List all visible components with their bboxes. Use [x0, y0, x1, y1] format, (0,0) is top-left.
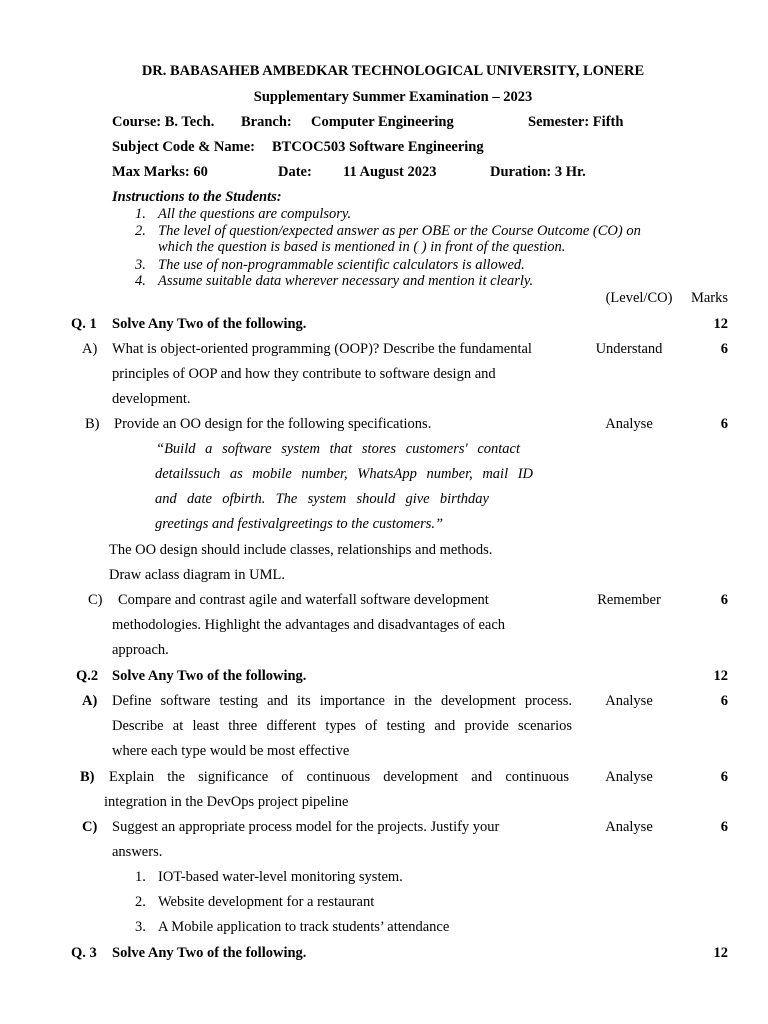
level-co: Remember [597, 592, 661, 608]
level-co: Analyse [605, 819, 653, 835]
sub-question-marks: 6 [720, 592, 728, 608]
level-co: Understand [595, 341, 663, 357]
level-co: Analyse [605, 693, 653, 709]
level-co: Analyse [605, 416, 653, 432]
sub-question-label: A) [82, 341, 98, 357]
subject-label: Subject Code & Name: [112, 139, 255, 155]
sub-question-text: Describe at least three different types of testing and provide scenarios [112, 718, 572, 734]
exam-date: 11 August 2023 [343, 164, 437, 180]
specification-quote: detailssuch as mobile number, WhatsApp number, mail ID [155, 466, 533, 482]
instructions-title: Instructions to the Students: [112, 189, 282, 205]
semester: Semester: Fifth [528, 114, 624, 130]
sub-question-marks: 6 [720, 819, 728, 835]
course: Course: B. Tech. [112, 114, 215, 130]
sub-question-text: Define software testing and its importance in the development process. [112, 693, 572, 709]
question-number: Q. 3 [71, 945, 97, 961]
sub-question-marks: 6 [720, 341, 728, 357]
date-label: Date: [278, 164, 312, 180]
sub-question-text: answers. [112, 844, 163, 860]
sub-question-text: Compare and contrast agile and waterfall software development [118, 592, 489, 608]
question-title: Solve Any Two of the following. [112, 668, 307, 684]
instruction-text: which the question is based is mentioned in ( ) in front of the question. [158, 239, 566, 255]
sub-question-text: Draw aclass diagram in UML. [109, 567, 285, 583]
marks-column-header: Marks [690, 290, 728, 306]
sub-question-text: Suggest an appropriate process model for the projects. Justify your [112, 819, 500, 835]
branch-label: Branch: [241, 114, 292, 130]
branch: Computer Engineering [311, 114, 454, 130]
university-title: DR. BABASAHEB AMBEDKAR TECHNOLOGICAL UNIVERSITY, LONERE [141, 63, 645, 79]
question-title: Solve Any Two of the following. [112, 316, 307, 332]
exam-title: Supplementary Summer Examination – 2023 [253, 89, 533, 105]
instruction-num: 1. [135, 206, 146, 222]
sub-question-text: development. [112, 391, 191, 407]
question-number: Q.2 [76, 668, 99, 684]
duration: Duration: 3 Hr. [490, 164, 586, 180]
instruction-text: All the questions are compulsory. [158, 206, 352, 222]
sub-question-label: C) [82, 819, 98, 835]
sub-question-marks: 6 [720, 416, 728, 432]
instruction-num: 3. [135, 257, 146, 273]
instruction-text: The level of question/expected answer as per OBE or the Course Outcome (CO) on [158, 223, 641, 239]
question-marks: 12 [713, 945, 728, 961]
sub-question-text: The OO design should include classes, relationships and methods. [109, 542, 493, 558]
sub-question-text: methodologies. Highlight the advantages and disadvantages of each [112, 617, 506, 633]
sub-question-text: Explain the significance of continuous development and continuous [109, 769, 569, 785]
list-item: IOT-based water-level monitoring system. [158, 869, 403, 885]
sub-question-label: A) [82, 693, 98, 709]
instruction-text: The use of non-programmable scientific calculators is allowed. [158, 257, 525, 273]
question-title: Solve Any Two of the following. [112, 945, 307, 961]
sub-question-text: approach. [112, 642, 169, 658]
specification-quote: greetings and festivalgreetings to the customers.” [155, 516, 444, 532]
instruction-num: 2. [135, 223, 146, 239]
sub-question-text: Provide an OO design for the following specifications. [114, 416, 432, 432]
sub-question-text: integration in the DevOps project pipeline [104, 794, 349, 810]
sub-question-text: where each type would be most effective [112, 743, 350, 759]
question-marks: 12 [713, 668, 728, 684]
list-item: Website development for a restaurant [158, 894, 375, 910]
specification-quote: and date ofbirth. The system should give birthday [155, 491, 489, 507]
sub-question-text: What is object-oriented programming (OOP)? Describe the fundamental [112, 341, 532, 357]
sub-question-marks: 6 [720, 769, 728, 785]
sub-question-label: C) [88, 592, 103, 608]
specification-quote: “Build a software system that stores customers' contact [156, 441, 520, 457]
sub-question-text: principles of OOP and how they contribute to software design and [112, 366, 496, 382]
max-marks: Max Marks: 60 [112, 164, 208, 180]
sub-question-marks: 6 [720, 693, 728, 709]
subject: BTCOC503 Software Engineering [272, 139, 484, 155]
list-item-number: 2. [135, 894, 146, 910]
sub-question-label: B) [85, 416, 100, 432]
question-marks: 12 [713, 316, 728, 332]
instruction-text: Assume suitable data wherever necessary and mention it clearly. [158, 273, 534, 289]
list-item: A Mobile application to track students’ attendance [158, 919, 450, 935]
instruction-num: 4. [135, 273, 146, 289]
sub-question-label: B) [80, 769, 95, 785]
list-item-number: 1. [135, 869, 146, 885]
level-co: Analyse [605, 769, 653, 785]
question-number: Q. 1 [71, 316, 97, 332]
list-item-number: 3. [135, 919, 146, 935]
level-column-header: (Level/CO) [605, 290, 673, 306]
